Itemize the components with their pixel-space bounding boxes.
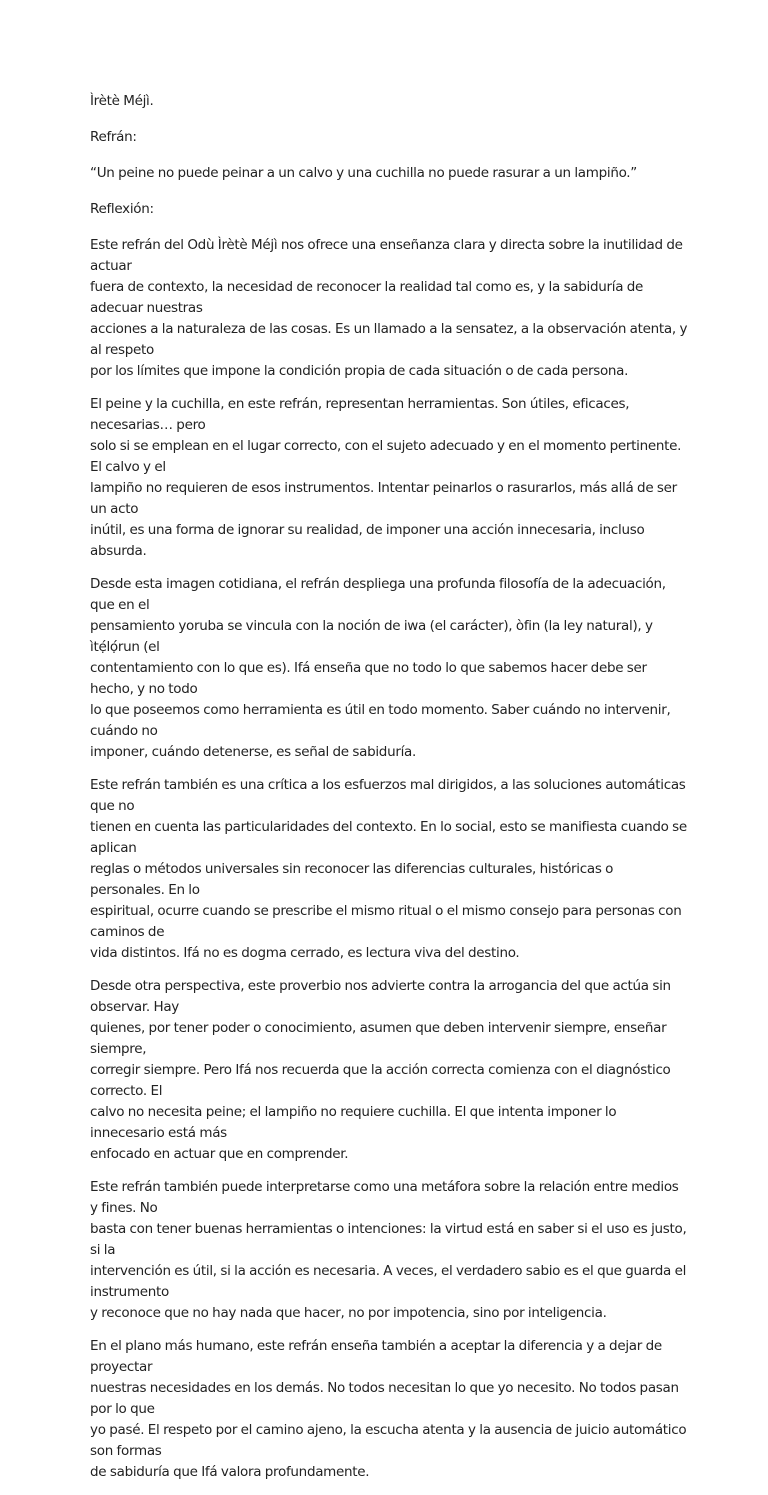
body-paragraph-7: En el plano más humano, este refrán enseña también a aceptar la diferencia y a dejar de proyectar nuestras necesidades en los demás. No todos necesitan lo que yo necesito. No todos pasan por lo que yo pasé. El respeto por el camino ajeno, la escucha atenta y la ausencia de juicio automático son formas de sabiduría que Ifá valora profundamente. (90, 1338, 687, 1480)
body-paragraph-6: Este refrán también puede interpretarse como una metáfora sobre la relación entre medios y fines. No basta con tener buenas herramientas o intenciones: la virtud está en saber si el uso es justo, si la intervención es útil, si la acción es necesaria. A veces, el verdadero sabio es el que guarda el instrumento y reconoce que no hay nada que hacer, no por impotencia, sino por inteligencia. (90, 1179, 687, 1321)
body-paragraph-3: Desde esta imagen cotidiana, el refrán despliega una profunda filosofía de la adecuación, que en el pensamiento yoruba se vincula con la noción de iwa (el carácter), òfin (la ley natural), y ìtẹ́lọ́run (el contentamiento con lo que es). Ifá enseña que no todo lo que sabemos hacer debe ser hecho, y no todo lo que poseemos como herramienta es útil en todo momento. Saber cuándo no intervenir, cuándo no imponer, cuándo detenerse, es señal de sabiduría. (90, 576, 671, 760)
proverb-text: “Un peine no puede peinar a un calvo y una cuchilla no puede rasurar a un lampiño.” (90, 165, 637, 181)
body-paragraph-1: Este refrán del Odù Ìrètè Méjì nos ofrece una enseñanza clara y directa sobre la inutilidad de actuar fuera de contexto, la necesidad de reconocer la realidad tal como es, y la sabiduría de adecuar nuestras acciones a la naturaleza de las cosas. Es un llamado a la sensatez, a la observación atenta, y al respeto por los límites que impone la condición propia de cada situación o de cada persona. (90, 237, 688, 379)
body-paragraph-2: El peine y la cuchilla, en este refrán, representan herramientas. Son útiles, eficaces, necesarias… pero solo si se emplean en el lugar correcto, con el sujeto adecuado y en el momento pertinente. El calvo y el lampiño no requieren de esos instrumentos. Intentar peinarlos o rasurarlos, más allá de ser un acto inútil, es una forma de ignorar su realidad, de imponer una acción innecesaria, incluso absurda. (90, 396, 682, 559)
document-heading: Ìrètè Méjì. (90, 93, 154, 109)
body-paragraph-5: Desde otra perspectiva, este proverbio nos advierte contra la arrogancia del que actúa sin observar. Hay quienes, por tener poder o conocimiento, asumen que deben intervenir siempre, enseñar siempre, corregir siempre. Pero Ifá nos recuerda que la acción correcta comienza con el diagnóstico correcto. El calvo no necesita peine; el lampiño no requiere cuchilla. El que intenta imponer lo innecesario está más enfocado en actuar que en comprender. (90, 978, 671, 1162)
reflection-label: Reflexión: (90, 201, 154, 217)
proverb-label: Refrán: (90, 129, 137, 145)
document-page (90, 91, 688, 1495)
body-paragraph-4: Este refrán también es una crítica a los esfuerzos mal dirigidos, a las soluciones automáticas que no tienen en cuenta las particularidades del contexto. En lo social, esto se manifiesta cuando se aplican reglas o métodos universales sin reconocer las diferencias culturales, históricas o personales. En lo espiritual, ocurre cuando se prescribe el mismo ritual o el mismo consejo para personas con caminos de vida distintos. Ifá no es dogma cerrado, es lectura viva del destino. (90, 777, 687, 961)
